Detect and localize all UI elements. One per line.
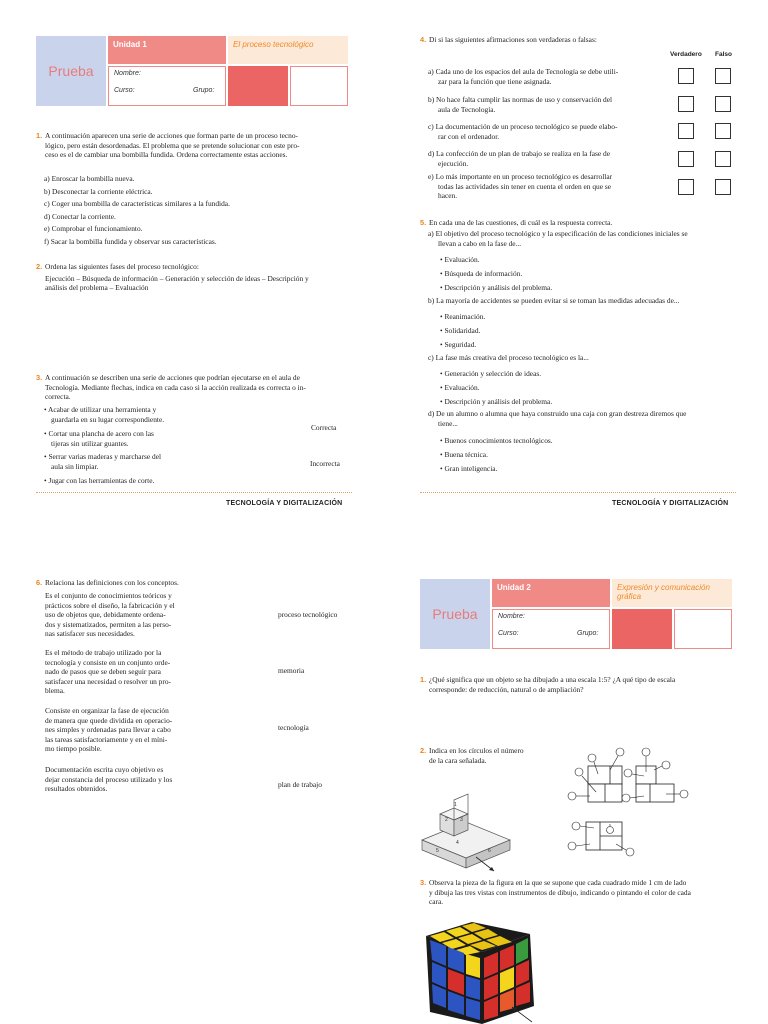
list-item: d) Conectar la corriente. [44, 211, 116, 221]
falso-checkbox[interactable] [715, 179, 731, 195]
question-1 [36, 131, 352, 160]
q3-action [44, 429, 154, 448]
topic-box [228, 36, 348, 64]
footer-divider [420, 492, 736, 493]
question-number: 3. [420, 878, 427, 887]
grade-box-white [674, 609, 732, 649]
question-number: 1. [36, 131, 43, 140]
list-item: f) Sacar la bombilla fundida y observar sus características. [44, 236, 217, 246]
verdadero-checkbox[interactable] [678, 123, 694, 139]
statement-line: b) No hace falta cumplir las normas de uso y conservación del [428, 95, 613, 104]
footer-divider [36, 492, 352, 493]
orthographic-views-drawing [566, 746, 690, 858]
definition [45, 706, 225, 754]
question-5 [420, 218, 736, 228]
definition-line: Es el método de trabajo utilizado por la [45, 648, 162, 657]
falso-checkbox[interactable] [715, 151, 731, 167]
concept: proceso tecnológico [278, 610, 338, 619]
definition-line: Consiste en organizar la fase de ejecución [45, 706, 169, 715]
q5-d-options [440, 434, 553, 476]
question-3 [36, 373, 352, 402]
option: • Evaluación. [440, 381, 552, 395]
bullet-line: • Cortar una plancha de acero con las [44, 429, 154, 439]
definition-line: dos y sistematizados, permiten a las perso- [45, 619, 172, 629]
face-number: 5 [436, 848, 439, 854]
question-number: 2. [36, 262, 43, 271]
question-text-line: Ejecución – Búsqueda de información – Generación y selección de ideas – Descripción y [45, 273, 309, 283]
option: • Descripción y análisis del problema. [440, 395, 552, 409]
prueba-label-box [420, 579, 490, 649]
definition-line: prácticos sobre el diseño, la fabricación y el [45, 600, 175, 610]
definition-line: Documentación escrita cuyo objetivo es [45, 765, 164, 774]
verdadero-checkbox[interactable] [678, 151, 694, 167]
question-6 [36, 578, 352, 588]
q5-c-options [440, 367, 552, 409]
nombre-label: Nombre: [114, 70, 141, 77]
bullet-line: tijeras sin utilizar guantes. [51, 438, 129, 448]
definition-line: dejar constancia del proceso utilizado y los [45, 774, 173, 784]
part-text: d) De un alumno o alumna que haya construido una caja con gran destreza diremos que [428, 409, 687, 418]
question-text-line: Observa la pieza de la figura en la que se supone que cada cuadrado mide 1 cm de lado [429, 878, 687, 887]
definition-line: blema. [45, 686, 65, 696]
definition-line: uso de objetos que, debidamente ordena- [45, 610, 166, 620]
statement-line: hacen. [438, 191, 458, 201]
falso-checkbox[interactable] [715, 96, 731, 112]
definition-line: las tareas satisfactoriamente y en el míni- [45, 734, 168, 744]
statement-line: aula de Tecnología. [438, 104, 496, 114]
curso-label: Curso: [498, 630, 519, 637]
bullet-line: • Jugar con las herramientas de corte. [44, 476, 154, 486]
option: • Buena técnica. [440, 448, 553, 462]
option: • Reanimación. [440, 310, 485, 324]
option: • Seguridad. [440, 338, 485, 352]
tf-statement [428, 172, 668, 201]
question-text-line: y dibuja las tres vistas con instrumentos de dibujo, indicando o pintando el color de cada [429, 887, 691, 897]
q5-part-a [428, 229, 738, 248]
verdadero-checkbox[interactable] [678, 179, 694, 195]
question-number: 5. [420, 218, 427, 227]
definition-line: tecnología y consiste en un conjunto orde- [45, 657, 171, 667]
student-info-box [108, 66, 226, 106]
statement-line: todas las actividades sin tener en cuenta el orden en que se [438, 181, 611, 191]
tf-statement [428, 95, 668, 114]
option: • Buenos conocimientos tecnológicos. [440, 434, 553, 448]
statement-line: a) Cada uno de los espacios del aula de Tecnología se debe utili- [428, 67, 619, 76]
part-text: a) El objetivo del proceso tecnológico y la especificación de las condiciones iniciales se [428, 229, 688, 238]
question-text-line: Tecnología. Mediante flechas, indica en cada caso si la acción realizada es correcta o in- [45, 382, 306, 392]
concept: tecnología [278, 723, 309, 732]
definition-line: Es el conjunto de conocimientos teóricos y [45, 591, 172, 600]
grupo-label: Grupo: [577, 630, 599, 637]
face-number: 6 [488, 848, 491, 854]
col-verdadero: Verdadero [670, 51, 702, 58]
bullet-line: guardarla en su lugar correspondiente. [51, 414, 165, 424]
q5-part-b: b) La mayoría de accidentes se pueden evitar si se toman las medidas adecuadas de... [428, 296, 680, 305]
isometric-piece-drawing [418, 792, 514, 876]
question-text-line: ¿Qué significa que un objeto se ha dibujado a una escala 1:5? ¿A qué tipo de escala [429, 675, 676, 684]
tf-statement [428, 122, 668, 141]
question-text-line: Relaciona las definiciones con los conceptos. [45, 578, 179, 587]
question-number: 2. [420, 746, 427, 755]
prueba-label: Prueba [48, 63, 94, 79]
topic-box [612, 579, 732, 607]
option: • Descripción y análisis del problema. [440, 281, 552, 295]
face-number: 3 [460, 817, 463, 823]
definition-line: satisfacer una necesidad o resolver un pro- [45, 676, 171, 686]
face-number: 1 [454, 802, 457, 808]
arrow-icon [474, 855, 498, 875]
tf-statement [428, 149, 668, 168]
topic-label: gráfica [617, 592, 642, 601]
question-number: 1. [420, 675, 427, 684]
question-4 [420, 35, 736, 45]
grade-box-red [228, 66, 288, 106]
unit-box [108, 36, 226, 64]
list-item: b) Desconectar la corriente eléctrica. [44, 186, 153, 196]
arrow-icon [508, 1004, 534, 1024]
question-text-line: correcta. [45, 392, 71, 402]
prueba-label: Prueba [432, 606, 478, 622]
statement-line: c) La documentación de un proceso tecnológico se puede elabo- [428, 122, 618, 131]
definition [45, 591, 225, 639]
option: • Gran inteligencia. [440, 462, 553, 476]
question-number: 3. [36, 373, 43, 382]
question-text-line: A continuación se describen una serie de acciones que podrían ejecutarse en el aula de [45, 373, 300, 382]
concept: plan de trabajo [278, 780, 322, 789]
definition-line: nas satisfacer sus necesidades. [45, 629, 135, 639]
q3-action [44, 476, 154, 486]
definition-line: mo tiempo posible. [45, 744, 102, 754]
q5-a-options [440, 253, 552, 295]
curso-label: Curso: [114, 87, 135, 94]
definition-line: resultados obtenidos. [45, 784, 108, 794]
list-item: a) Enroscar la bombilla nueva. [44, 174, 135, 183]
question-text-line: ceso es el de cambiar una bombilla fundida. Ordena correctamente estas acciones. [45, 150, 288, 160]
statement-line: rar con el ordenador. [438, 131, 500, 141]
definition-line: de manera que quede dividida en operacio- [45, 715, 173, 725]
correcta-label: Correcta [311, 423, 337, 432]
grade-box-white [290, 66, 348, 106]
student-info-box [492, 609, 610, 649]
q3-action [44, 452, 161, 471]
footer-title: TECNOLOGÍA Y DIGITALIZACIÓN [612, 500, 729, 507]
question-3 [420, 878, 736, 907]
definition-line: nado de pasos que se deben seguir para [45, 667, 161, 677]
q5-part-c: c) La fase más creativa del proceso tecnológico es la... [428, 353, 589, 362]
footer-title: TECNOLOGÍA Y DIGITALIZACIÓN [226, 500, 343, 507]
statement-line: d) La confección de un plan de trabajo se realiza en la fase de [428, 149, 611, 158]
question-2 [420, 746, 550, 765]
question-text-line: A continuación aparecen una serie de acciones que forman parte de un proceso tecno- [45, 131, 299, 140]
q1-items [44, 173, 230, 248]
statement-line: ejecución. [438, 158, 469, 168]
bullet-line: aula sin limpiar. [51, 461, 99, 471]
nombre-label: Nombre: [498, 613, 525, 620]
col-falso: Falso [715, 51, 732, 58]
grade-box-red [612, 609, 672, 649]
incorrecta-label: Incorrecta [310, 459, 340, 468]
list-item: c) Coger una bombilla de características similares a la fundida. [44, 199, 230, 208]
falso-checkbox[interactable] [715, 68, 731, 84]
statement-line: zar para la función que tiene asignada. [438, 76, 552, 86]
part-text: llevan a cabo en la fase de... [438, 238, 522, 248]
definition [45, 765, 225, 794]
question-text-line: En cada una de las cuestiones, di cuál es la respuesta correcta. [429, 218, 613, 227]
falso-checkbox[interactable] [715, 123, 731, 139]
question-text-line: cara. [429, 897, 444, 907]
q5-part-d [428, 409, 738, 428]
question-number: 4. [420, 35, 427, 44]
topic-label: El proceso tecnológico [233, 40, 314, 49]
question-text-line: Di si las siguientes afirmaciones son verdaderas o falsas: [429, 35, 597, 44]
part-text: tiene... [438, 418, 458, 428]
option: • Solidaridad. [440, 324, 485, 338]
question-text-line: análisis del problema – Evaluación [45, 283, 149, 293]
option: • Evaluación. [440, 253, 552, 267]
prueba-label-box [36, 36, 106, 106]
unit-label: Unidad 2 [497, 583, 531, 592]
concept: memoria [278, 666, 305, 675]
verdadero-checkbox[interactable] [678, 96, 694, 112]
question-text-line: lógico, pero están desordenadas. El problema que se pretende solucionar con este pro- [45, 140, 300, 150]
unit-box [492, 579, 610, 607]
q3-action [44, 405, 164, 424]
grupo-label: Grupo: [193, 87, 215, 94]
face-number: 2 [445, 817, 448, 823]
question-text-line: Indica en los círculos el número [429, 746, 524, 755]
option: • Búsqueda de información. [440, 267, 552, 281]
bullet-line: • Acabar de utilizar una herramienta y [44, 405, 164, 415]
bullet-line: • Serrar varias maderas y marcharse del [44, 452, 161, 462]
unit-label: Unidad 1 [113, 40, 147, 49]
question-text-line: de la cara señalada. [429, 755, 487, 765]
statement-line: e) Lo más importante en un proceso tecnológico es desarrollar [428, 172, 613, 181]
question-number: 6. [36, 578, 43, 587]
face-number: 4 [456, 840, 459, 846]
topic-label: Expresión y comunicación [617, 583, 710, 592]
question-text-line: corresponde: de reducción, natural o de ampliación? [429, 684, 584, 694]
definition [45, 648, 225, 696]
question-2 [36, 262, 352, 293]
list-item: e) Comprobar el funcionamiento. [44, 224, 143, 233]
definition-line: nes simples y ordenadas para llevar a cabo [45, 725, 171, 735]
verdadero-checkbox[interactable] [678, 68, 694, 84]
option: • Generación y selección de ideas. [440, 367, 552, 381]
question-text-line: Ordena las siguientes fases del proceso tecnológico: [45, 262, 199, 271]
tf-statement [428, 67, 668, 86]
question-1 [420, 675, 736, 694]
q5-b-options [440, 310, 485, 352]
